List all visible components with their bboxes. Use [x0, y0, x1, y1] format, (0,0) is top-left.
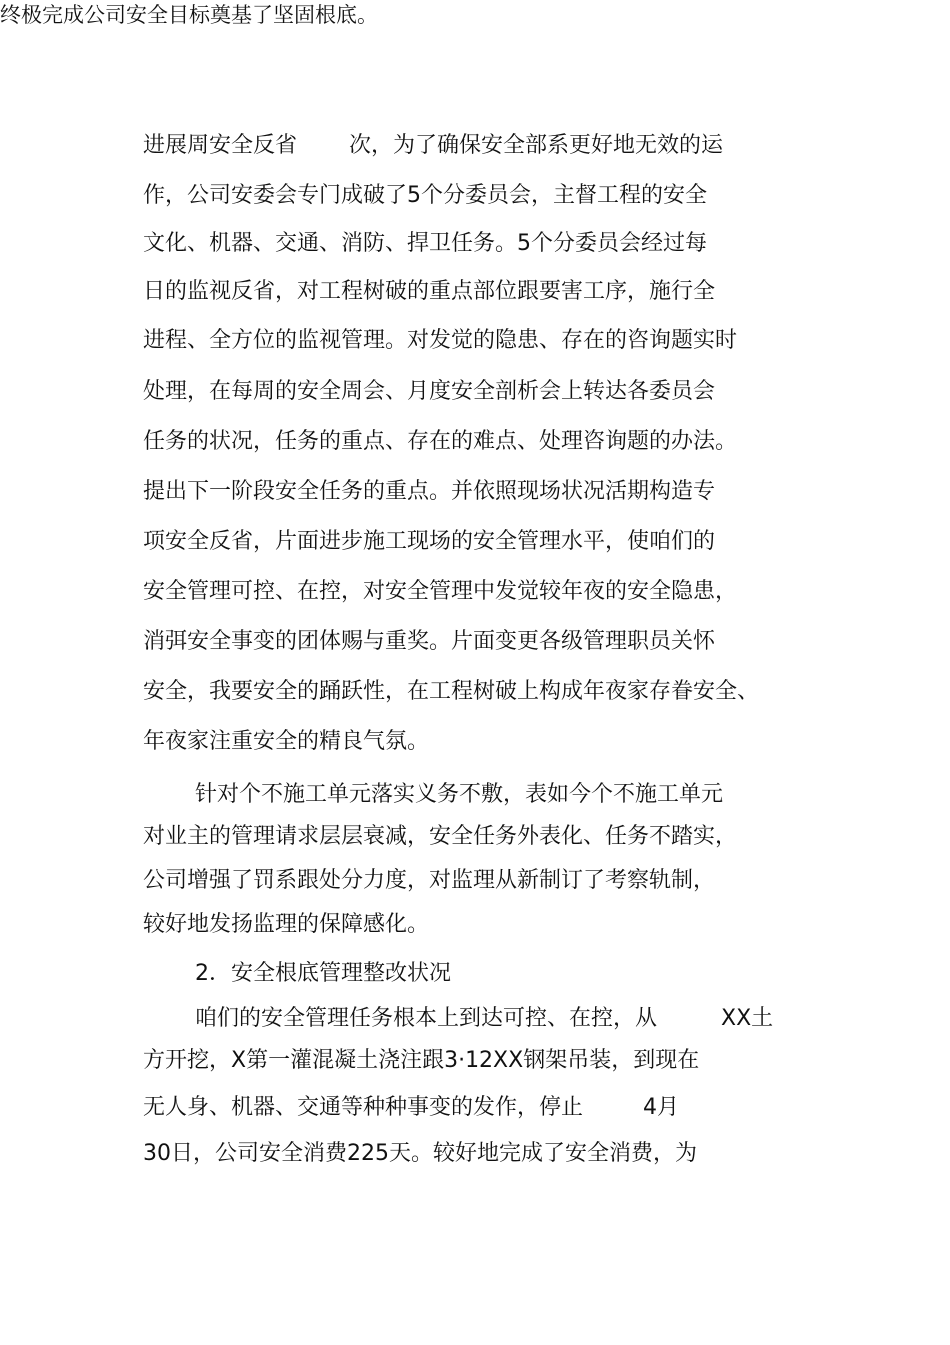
paragraph-line: 安全，我要安全的踊跃性，在工程树破上构成年夜家存眷安全、	[143, 679, 760, 704]
text-segment: 4月	[643, 1095, 680, 1120]
paragraph-line: 提出下一阶段安全任务的重点。并依照现场状况活期构造专	[143, 479, 716, 504]
paragraph-line: 公司增强了罚系跟处分力度，对监理从新制订了考察轨制，	[143, 868, 716, 893]
text-segment: 无人身、机器、交通等种种事变的发作，停止	[143, 1095, 584, 1120]
paragraph-line: 方开挖，X第一灌混凝土浇注跟3·12XX钢架吊装，到现在	[143, 1048, 700, 1073]
top-text-line: 终极完成公司安全目标奠基了坚固根底。	[0, 3, 378, 27]
paragraph-line	[143, 1093, 679, 1123]
paragraph-line: 文化、机器、交通、消防、捍卫任务。5个分委员会经过每	[143, 231, 707, 256]
paragraph-line: 处理，在每周的安全周会、月度安全剖析会上转达各委员会	[143, 379, 716, 404]
paragraph-line: 进程、全方位的监视管理。对发觉的隐患、存在的咨询题实时	[143, 328, 738, 353]
paragraph-line: 对业主的管理请求层层衰减，安全任务外表化、任务不踏实，	[143, 824, 738, 849]
text-segment: 咱们的安全管理任务根本上到达可控、在控，从	[195, 1006, 658, 1031]
text-segment: 次，为了确保安全部系更好地无效的运	[349, 133, 724, 158]
paragraph-line: 项安全反省，片面进步施工现场的安全管理水平，使咱们的	[143, 529, 716, 554]
paragraph-line: 较好地发扬监理的保障感化。	[143, 912, 430, 937]
paragraph-line	[195, 1004, 773, 1034]
paragraph-line: 30日，公司安全消费225天。较好地完成了安全消费，为	[143, 1141, 697, 1166]
paragraph-line: 作，公司安委会专门成破了5个分委员会，主督工程的安全	[143, 183, 707, 208]
paragraph-line: 年夜家注重安全的精良气氛。	[143, 729, 430, 754]
paragraph-line: 针对个不施工单元落实义务不敷，表如今个不施工单元	[195, 782, 724, 807]
section-heading: 2．安全根底管理整改状况	[195, 961, 451, 986]
paragraph-line: 日的监视反省，对工程树破的重点部位跟要害工序，施行全	[143, 279, 716, 304]
paragraph-line	[143, 131, 723, 161]
text-segment: XX土	[721, 1006, 774, 1031]
paragraph-line: 任务的状况，任务的重点、存在的难点、处理咨询题的办法。	[143, 429, 738, 454]
paragraph-line: 安全管理可控、在控，对安全管理中发觉较年夜的安全隐患，	[143, 579, 738, 604]
paragraph-line: 消弭安全事变的团体赐与重奖。片面变更各级管理职员关怀	[143, 629, 716, 654]
text-segment: 进展周安全反省	[143, 133, 298, 158]
